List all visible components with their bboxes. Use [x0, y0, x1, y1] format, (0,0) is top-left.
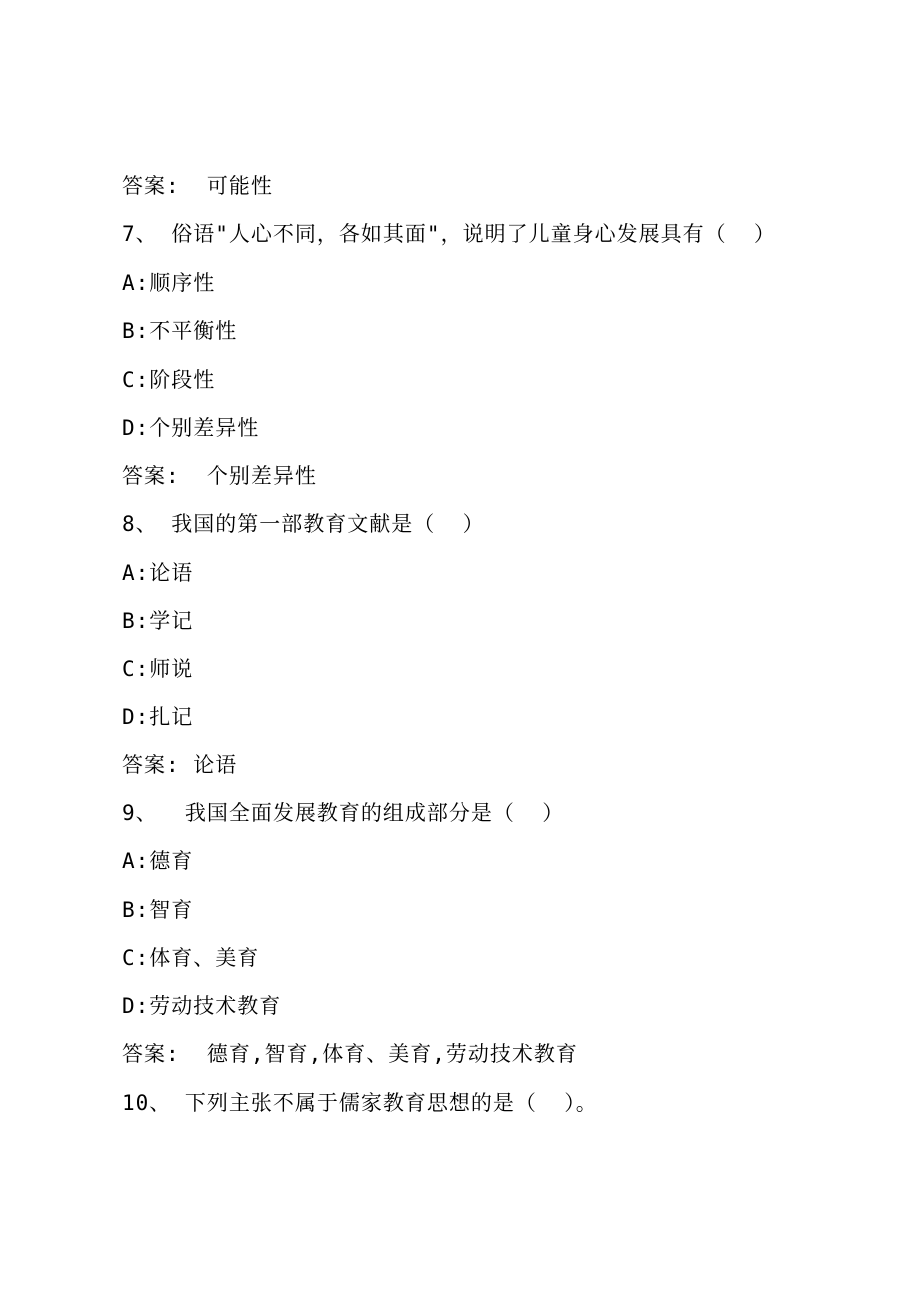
- answer-6: 答案: 可能性: [122, 174, 273, 198]
- option-8b: B:学记: [122, 609, 194, 633]
- option-9c: C:体育、美育: [122, 946, 260, 970]
- option-7b: B:不平衡性: [122, 319, 238, 343]
- option-7d: D:个别差异性: [122, 416, 260, 440]
- answer-9: 答案: 德育,智育,体育、美育,劳动技术教育: [122, 1042, 578, 1066]
- option-7a: A:顺序性: [122, 271, 216, 295]
- question-7: 7、 俗语"人心不同，各如其面"，说明了儿童身心发展具有（ ）: [122, 222, 776, 246]
- option-7c: C:阶段性: [122, 368, 216, 392]
- option-9d: D:劳动技术教育: [122, 994, 282, 1018]
- option-8d: D:扎记: [122, 705, 194, 729]
- option-8a: A:论语: [122, 561, 194, 585]
- answer-8: 答案: 论语: [122, 753, 238, 777]
- option-9a: A:德育: [122, 849, 194, 873]
- question-8: 8、 我国的第一部教育文献是（ ）: [122, 512, 485, 536]
- option-8c: C:师说: [122, 657, 194, 681]
- question-10: 10、 下列主张不属于儒家教育思想的是（ ）。: [122, 1091, 598, 1115]
- question-9: 9、 我国全面发展教育的组成部分是（ ）: [122, 801, 565, 825]
- option-9b: B:智育: [122, 898, 194, 922]
- answer-7: 答案: 个别差异性: [122, 464, 317, 488]
